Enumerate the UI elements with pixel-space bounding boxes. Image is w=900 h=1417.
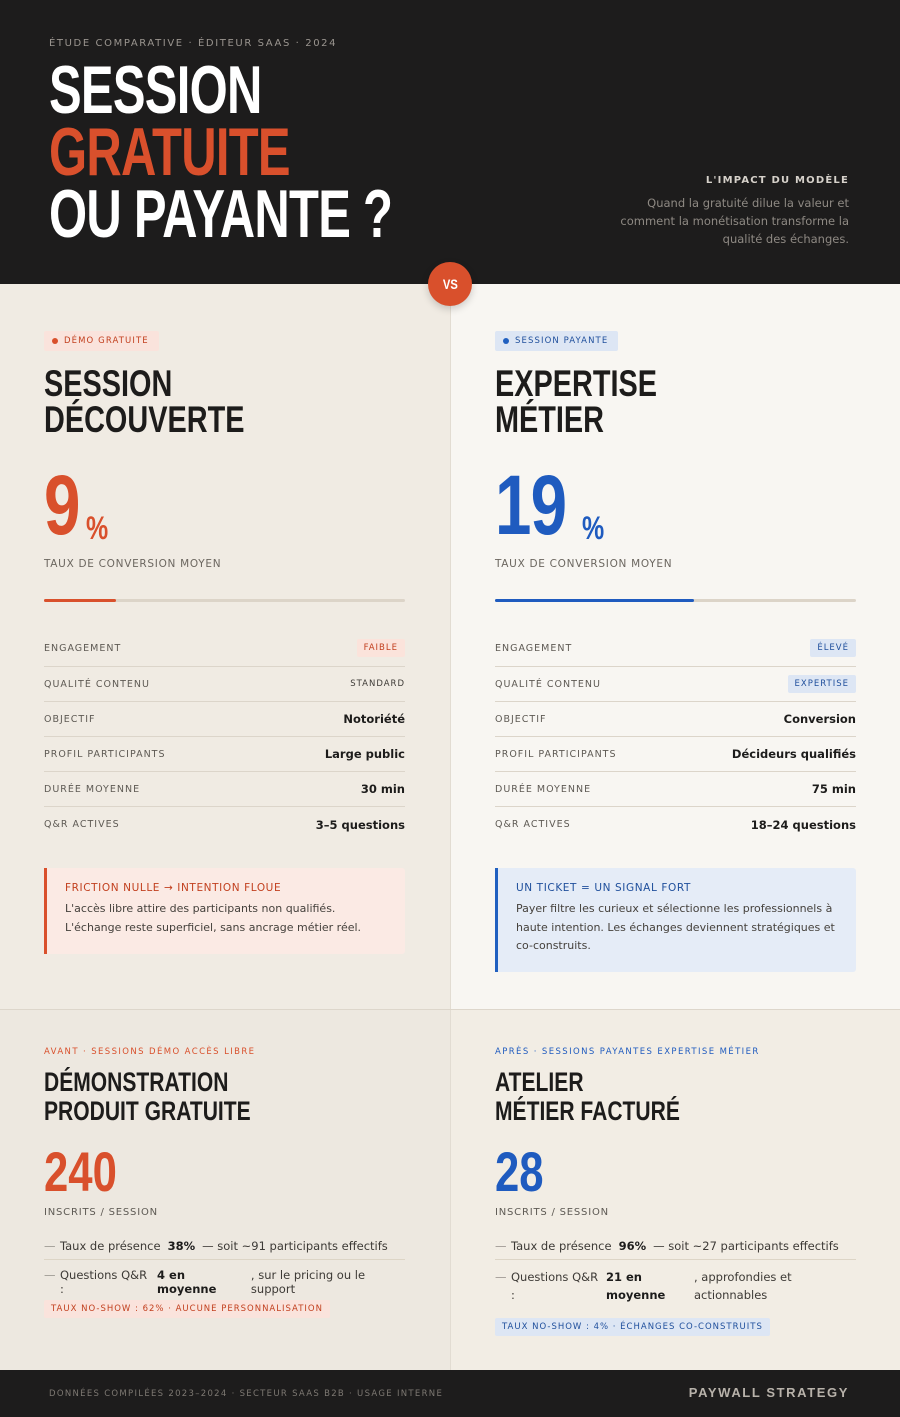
dot-icon <box>52 338 58 344</box>
footer <box>0 1370 900 1417</box>
attribute-row <box>495 737 856 772</box>
paid-progress-fill <box>495 599 694 602</box>
item-note: — soit ~91 participants effectifs <box>202 1239 388 1253</box>
paid-title <box>495 363 703 440</box>
after-number <box>495 1140 557 1203</box>
attribute-key: Q&R ACTIVES <box>44 819 120 830</box>
attribute-value: STANDARD <box>350 679 405 689</box>
list-item <box>44 1259 405 1302</box>
attribute-row <box>44 667 405 702</box>
dot-icon <box>503 338 509 344</box>
attribute-row <box>495 772 856 807</box>
before-number-value: 240 <box>44 1140 117 1203</box>
title-line-3: OU PAYANTE ? <box>49 176 393 252</box>
attribute-row <box>44 737 405 772</box>
attribute-key: DURÉE MOYENNE <box>44 783 141 795</box>
free-tag-label: DÉMO GRATUITE <box>64 336 149 346</box>
before-inscrits-label: INSCRITS / SESSION <box>44 1207 158 1218</box>
paid-rate-number: 19 <box>495 458 567 552</box>
after-section <box>450 1010 900 1370</box>
after-number-value: 28 <box>495 1140 544 1203</box>
attribute-row <box>495 630 856 667</box>
item-value: 21 en moyenne <box>606 1270 666 1302</box>
before-title <box>44 1068 309 1126</box>
attribute-key: QUALITÉ CONTENU <box>44 678 150 690</box>
paid-callout <box>495 868 856 972</box>
impact-label: L'IMPACT DU MODÈLE <box>705 175 849 186</box>
free-callout <box>44 868 405 954</box>
dash-icon: — <box>495 1239 507 1253</box>
free-callout-title: FRICTION NULLE → INTENTION FLOUE <box>65 882 282 894</box>
free-title <box>44 363 301 440</box>
attribute-value: 3–5 questions <box>315 817 405 832</box>
attribute-key: QUALITÉ CONTENU <box>495 678 601 690</box>
after-title <box>495 1068 732 1126</box>
attribute-key: PROFIL PARTICIPANTS <box>495 748 617 760</box>
quality-badge: EXPERTISE <box>788 675 856 693</box>
paid-session-column <box>450 284 900 1009</box>
dash-icon: — <box>495 1270 507 1284</box>
impact-description: Quand la gratuité dilue la valeur et comment la monétisation transforme la qualité des échanges. <box>620 196 849 246</box>
attribute-row <box>44 702 405 737</box>
before-section <box>0 1010 450 1370</box>
attribute-value: Décideurs qualifiés <box>731 747 856 761</box>
before-noshow-badge: TAUX NO-SHOW : 62% · AUCUNE PERSONNALISATION <box>44 1300 330 1318</box>
paid-callout-title: UN TICKET = UN SIGNAL FORT <box>516 882 691 894</box>
paid-attributes <box>495 630 856 842</box>
attribute-value: 18–24 questions <box>750 817 856 832</box>
attribute-row <box>495 702 856 737</box>
before-title-line-1: DÉMONSTRATION <box>44 1067 229 1097</box>
attribute-key: OBJECTIF <box>44 713 96 725</box>
item-note: — soit ~27 participants effectifs <box>653 1239 839 1253</box>
paid-tag <box>495 331 618 351</box>
free-progress-fill <box>44 599 116 602</box>
attribute-value: Conversion <box>783 712 856 726</box>
footer-source: DONNÉES COMPILÉES 2023–2024 · SECTEUR SAAS B2B · USAGE INTERNE <box>49 1389 444 1399</box>
paid-callout-body: Payer filtre les curieux et sélectionne les professionnels à haute intention. Les échanges deviennent stratégiques et co-construits. <box>516 902 835 952</box>
attribute-row <box>44 630 405 667</box>
after-title-line-2: MÉTIER FACTURÉ <box>495 1096 680 1126</box>
header <box>0 0 900 284</box>
footer-brand: PAYWALL STRATEGY <box>688 1385 849 1400</box>
paid-rate-label: TAUX DE CONVERSION MOYEN <box>495 558 673 570</box>
after-title-line-1: ATELIER <box>495 1067 584 1097</box>
item-label: Taux de présence <box>511 1239 612 1253</box>
after-list <box>495 1236 856 1310</box>
before-title-line-2: PRODUIT GRATUITE <box>44 1096 251 1126</box>
vs-label: VS <box>442 276 458 292</box>
title-line-1: SESSION <box>49 52 262 128</box>
free-progress-bar <box>44 599 405 602</box>
free-rate-unit: % <box>85 510 108 546</box>
dash-icon: — <box>44 1239 56 1253</box>
dash-icon: — <box>44 1268 56 1282</box>
item-label: Questions Q&R : <box>60 1268 148 1296</box>
item-note: , approfondies et actionnables <box>694 1270 792 1302</box>
item-value: 4 en moyenne <box>157 1268 217 1296</box>
after-inscrits-label: INSCRITS / SESSION <box>495 1207 609 1218</box>
free-conversion-rate <box>44 458 114 552</box>
list-item <box>495 1236 856 1259</box>
item-value: 38% <box>167 1239 196 1253</box>
engagement-badge: FAIBLE <box>357 639 405 657</box>
attribute-key: ENGAGEMENT <box>44 642 122 654</box>
attribute-value: 75 min <box>811 782 856 796</box>
free-rate-number: 9 <box>44 458 80 552</box>
after-noshow-badge: TAUX NO-SHOW : 4% · ÉCHANGES CO-CONSTRUITS <box>495 1318 770 1336</box>
before-number <box>44 1140 137 1203</box>
attribute-key: ENGAGEMENT <box>495 642 573 654</box>
paid-title-line-1: EXPERTISE <box>495 363 657 404</box>
item-label: Questions Q&R : <box>511 1270 599 1302</box>
free-attributes <box>44 630 405 842</box>
free-tag <box>44 331 159 351</box>
engagement-badge: ÉLEVÉ <box>810 639 856 657</box>
free-callout-body: L'accès libre attire des participants non qualifiés. L'échange reste superficiel, sans ancrage métier réel. <box>65 902 362 934</box>
paid-progress-bar <box>495 599 856 602</box>
attribute-key: OBJECTIF <box>495 713 547 725</box>
vs-badge <box>428 262 472 306</box>
attribute-value: 30 min <box>360 782 405 796</box>
attribute-row <box>44 807 405 842</box>
attribute-key: Q&R ACTIVES <box>495 819 571 830</box>
free-rate-label: TAUX DE CONVERSION MOYEN <box>44 558 222 570</box>
before-overline: AVANT · SESSIONS DÉMO ACCÈS LIBRE <box>44 1047 256 1057</box>
title-line-2: GRATUITE <box>49 114 290 190</box>
attribute-row <box>495 807 856 842</box>
paid-rate-unit: % <box>582 510 605 546</box>
attribute-key: PROFIL PARTICIPANTS <box>44 748 166 760</box>
free-session-column <box>0 284 450 1009</box>
after-overline: APRÈS · SESSIONS PAYANTES EXPERTISE MÉTIER <box>495 1047 760 1057</box>
item-value: 96% <box>618 1239 647 1253</box>
list-item <box>495 1259 856 1310</box>
paid-conversion-rate <box>495 458 611 552</box>
attribute-value: Large public <box>324 747 405 761</box>
paid-title-line-2: MÉTIER <box>495 399 605 440</box>
attribute-key: DURÉE MOYENNE <box>495 783 592 795</box>
attribute-row <box>495 667 856 702</box>
attribute-row <box>44 772 405 807</box>
free-title-line-2: DÉCOUVERTE <box>44 399 245 440</box>
list-item <box>44 1236 405 1259</box>
paid-tag-label: SESSION PAYANTE <box>515 336 609 346</box>
free-title-line-1: SESSION <box>44 363 173 404</box>
item-note: , sur le pricing ou le support <box>250 1268 366 1296</box>
item-label: Taux de présence <box>60 1239 161 1253</box>
attribute-value: Notoriété <box>343 712 405 726</box>
before-list <box>44 1236 405 1302</box>
eyebrow: ÉTUDE COMPARATIVE · ÉDITEUR SAAS · 2024 <box>49 38 338 49</box>
